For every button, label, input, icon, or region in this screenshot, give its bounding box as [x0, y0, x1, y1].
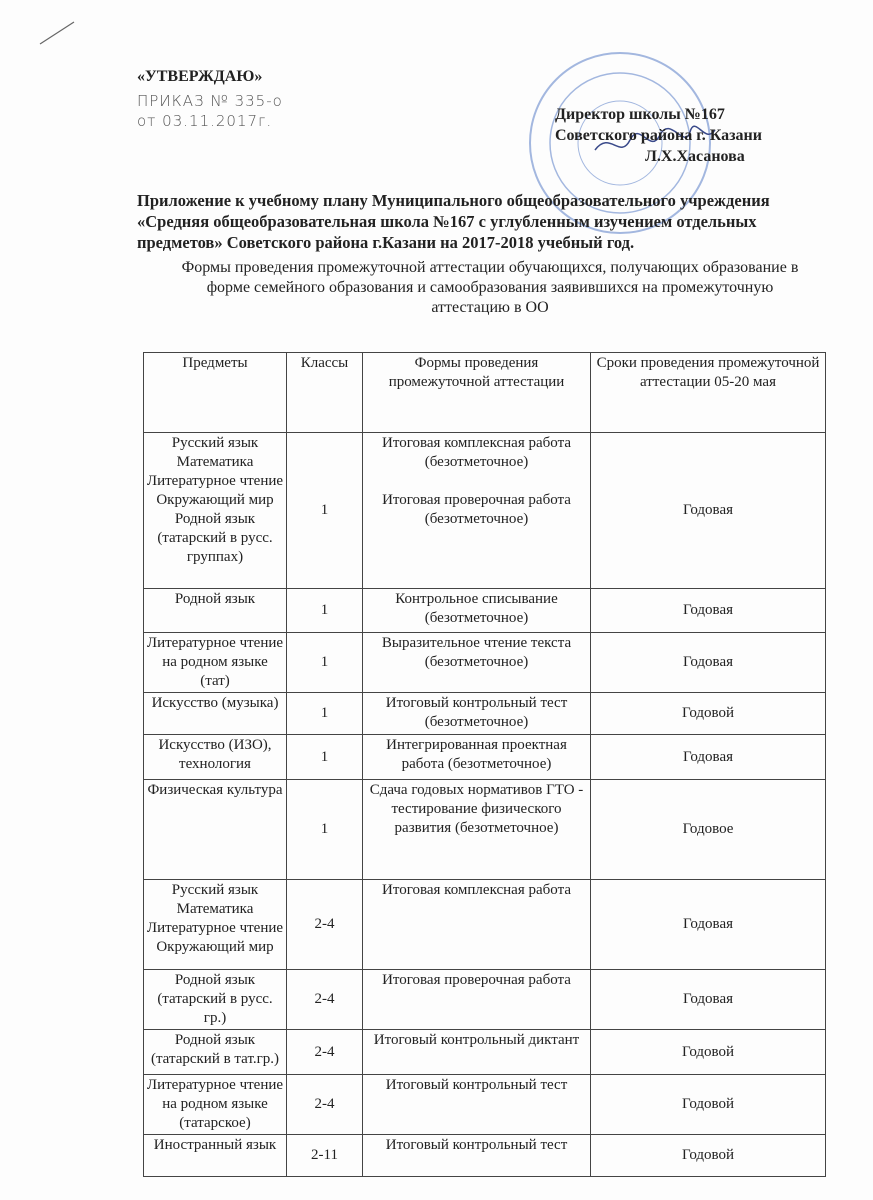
header-terms: Сроки проведения промежуточной аттестации 05-20 мая: [591, 353, 826, 433]
table-row: [144, 693, 826, 735]
header-forms: Формы проведения промежуточной аттестации: [363, 353, 591, 433]
subject-cell: Физическая культура: [144, 780, 287, 880]
table-row: [144, 589, 826, 633]
order-date: от 03.11.2017г.: [137, 112, 273, 130]
subject-cell: Иностранный язык: [144, 1135, 287, 1177]
subject-cell: Русский язык Математика Литературное чтение Окружающий мир Родной язык (татарский в русс. группах): [144, 433, 287, 589]
director-title: Директор школы №167: [555, 106, 725, 123]
form-cell: Итоговый контрольный диктант: [363, 1030, 591, 1075]
order-number: ПРИКАЗ № 335-о: [137, 92, 283, 110]
grade-cell: 1: [287, 433, 363, 589]
director-block: [555, 104, 762, 167]
table-row: [144, 1030, 826, 1075]
subject-cell: Родной язык (татарский в тат.гр.): [144, 1030, 287, 1075]
pen-mark: [38, 18, 78, 48]
subject-cell: Литературное чтение на родном языке (тат): [144, 633, 287, 693]
term-cell: Годовая: [591, 589, 826, 633]
header-grades: Классы: [287, 353, 363, 433]
grade-cell: 1: [287, 633, 363, 693]
form-cell: Итоговая комплексная работа: [363, 880, 591, 970]
director-district: Советского района г. Казани: [555, 127, 762, 144]
subject-cell: Родной язык (татарский в русс. гр.): [144, 970, 287, 1030]
form-cell: Итоговая комплексная работа (безотметочное) Итоговая проверочная работа (безотметочное): [363, 433, 591, 589]
table-row: [144, 1075, 826, 1135]
grade-cell: 1: [287, 780, 363, 880]
term-cell: Годовая: [591, 735, 826, 780]
appendix-heading: Приложение к учебному плану Муниципального общеобразовательного учреждения «Средняя общеобразовательная школа №167 с углубленным изучением отдельных предметов» Советского района г.Казани на 2017-2018 учебный год.: [137, 191, 770, 252]
table-header-row: [144, 353, 826, 433]
term-cell: Годовая: [591, 433, 826, 589]
table-row: [144, 1135, 826, 1177]
form-cell: Итоговый контрольный тест (безотметочное): [363, 693, 591, 735]
grade-cell: 2-4: [287, 1030, 363, 1075]
approval-title: «УТВЕРЖДАЮ»: [137, 68, 263, 85]
table-row: [144, 735, 826, 780]
table-row: [144, 780, 826, 880]
term-cell: Годовая: [591, 970, 826, 1030]
form-cell: Итоговая проверочная работа: [363, 970, 591, 1030]
grade-cell: 1: [287, 735, 363, 780]
term-cell: Годовой: [591, 1075, 826, 1135]
term-cell: Годовая: [591, 880, 826, 970]
term-cell: Годовой: [591, 693, 826, 735]
form-cell: Сдача годовых нормативов ГТО - тестирование физического развития (безотметочное): [363, 780, 591, 880]
term-cell: Годовой: [591, 1135, 826, 1177]
term-cell: Годовой: [591, 1030, 826, 1075]
table-row: [144, 433, 826, 589]
table-row: [144, 633, 826, 693]
form-cell: Итоговый контрольный тест: [363, 1075, 591, 1135]
subject-cell: Родной язык: [144, 589, 287, 633]
director-name: Л.Х.Хасанова: [645, 148, 745, 165]
grade-cell: 2-11: [287, 1135, 363, 1177]
subject-cell: Искусство (ИЗО), технология: [144, 735, 287, 780]
table-row: [144, 970, 826, 1030]
grade-cell: 1: [287, 589, 363, 633]
term-cell: Годовая: [591, 633, 826, 693]
header-subjects: Предметы: [144, 353, 287, 433]
attestation-table: [143, 352, 826, 1177]
term-cell: Годовое: [591, 780, 826, 880]
table-row: [144, 880, 826, 970]
subject-cell: Литературное чтение на родном языке (татарское): [144, 1075, 287, 1135]
table-caption: Формы проведения промежуточной аттестации обучающихся, получающих образование в форме семейного образования и самообразования заявившихся на промежуточную аттестацию в ОО: [181, 259, 799, 316]
grade-cell: 2-4: [287, 1075, 363, 1135]
form-cell: Контрольное списывание (безотметочное): [363, 589, 591, 633]
grade-cell: 1: [287, 693, 363, 735]
form-cell: Итоговый контрольный тест: [363, 1135, 591, 1177]
form-cell: Выразительное чтение текста (безотметочное): [363, 633, 591, 693]
subject-cell: Русский язык Математика Литературное чтение Окружающий мир: [144, 880, 287, 970]
form-cell: Интегрированная проектная работа (безотметочное): [363, 735, 591, 780]
subject-cell: Искусство (музыка): [144, 693, 287, 735]
grade-cell: 2-4: [287, 880, 363, 970]
grade-cell: 2-4: [287, 970, 363, 1030]
